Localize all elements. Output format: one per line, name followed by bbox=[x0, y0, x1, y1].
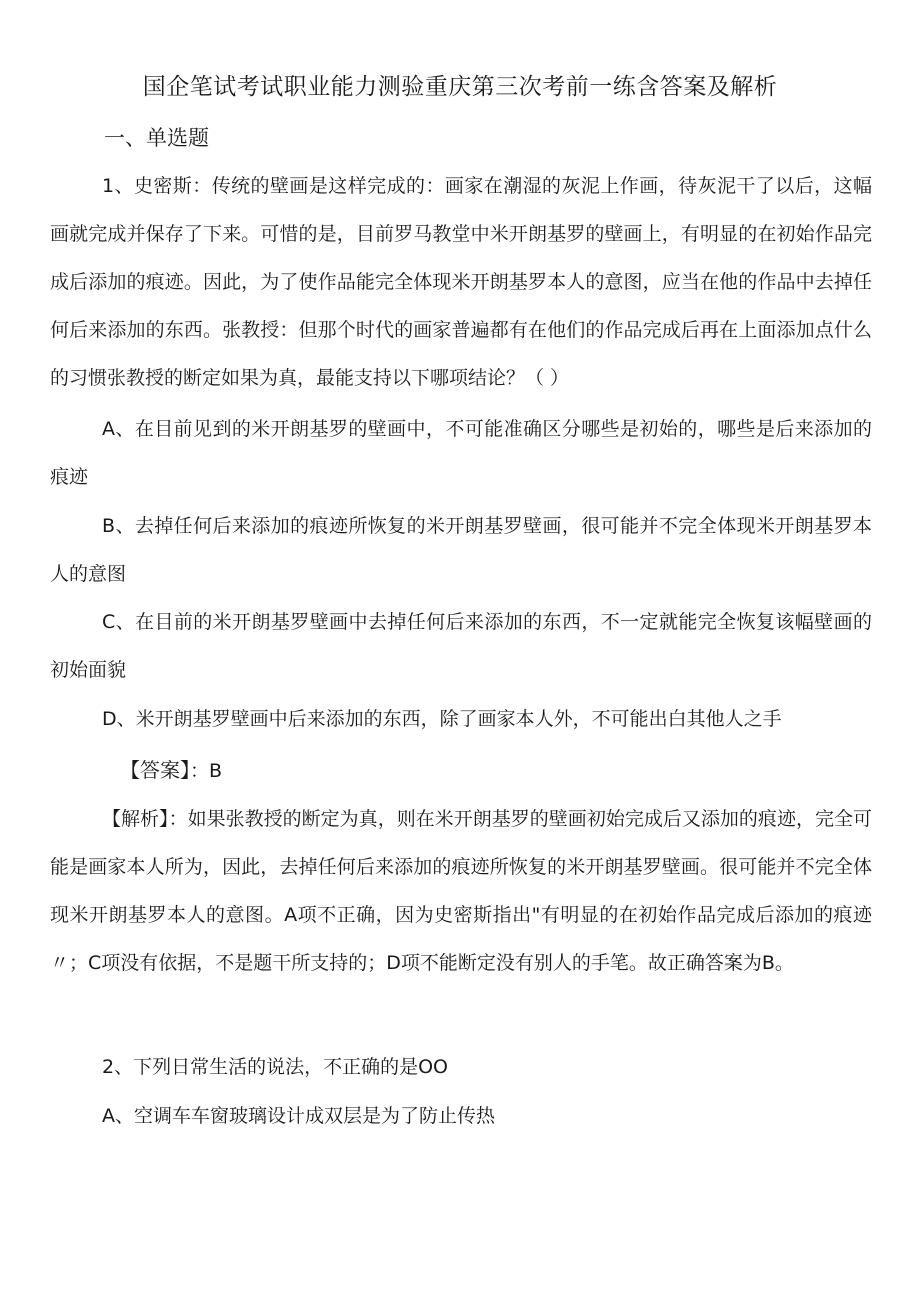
question-1-stem: 1、史密斯：传统的壁画是这样完成的：画家在潮湿的灰泥上作画，待灰泥干了以后，这幅画就完成并保存了下来。可惜的是，目前罗马教堂中米开朗基罗的壁画上，有明显的在初始作品完成后添加的痕迹。因此，为了使作品能完全体现米开朗基罗本人的意图，应当在他的作品中去掉任何后来添加的东西。张教授：但那个时代的画家普遍都有在他们的作品完成后再在上面添加点什么的习惯张教授的断定如果为真，最能支持以下哪项结论？（ ） bbox=[50, 175, 872, 389]
question-1-option-a: A、在目前见到的米开朗基罗的壁画中，不可能准确区分哪些是初始的，哪些是后来添加的痕迹 bbox=[50, 418, 872, 488]
question-1-option-d: D、米开朗基罗壁画中后来添加的东西，除了画家本人外，不可能出白其他人之手 bbox=[102, 708, 782, 730]
analysis-label: 【解析】 bbox=[102, 808, 169, 830]
question-2-stem: 2、下列日常生活的说法，不正确的是OO bbox=[102, 1056, 448, 1078]
question-1-analysis bbox=[50, 795, 872, 987]
answer-label: 【答案】 bbox=[120, 758, 190, 782]
question-1-option-c: C、在目前的米开朗基罗壁画中去掉任何后来添加的东西，不一定就能完全恢复该幅壁画的初始面貌 bbox=[50, 611, 872, 681]
section-heading: 一、单选题 bbox=[104, 126, 209, 150]
document-title: 国企笔试考试职业能力测验重庆第三次考前一练含答案及解析 bbox=[142, 74, 778, 100]
question-2-option-a: A、空调车车窗玻璃设计成双层是为了防止传热 bbox=[102, 1105, 495, 1127]
question-1-answer bbox=[120, 746, 920, 795]
question-1-option-b: B、去掉任何后来添加的痕迹所恢复的米开朗基罗壁画，很可能并不完全体现米开朗基罗本人的意图 bbox=[50, 515, 872, 585]
analysis-text: ：如果张教授的断定为真，则在米开朗基罗的壁画初始完成后又添加的痕迹，完全可能是画家本人所为，因此，去掉任何后来添加的痕迹所恢复的米开朗基罗壁画。很可能并不完全体现米开朗基罗本人的意图。A项不正确，因为史密斯指出"有明显的在初始作品完成后添加的痕迹〃；C项没有依据，不是题干所支持的；D项不能断定没有别人的手笔。故正确答案为B。 bbox=[50, 808, 872, 974]
answer-value: ：B bbox=[190, 760, 223, 782]
